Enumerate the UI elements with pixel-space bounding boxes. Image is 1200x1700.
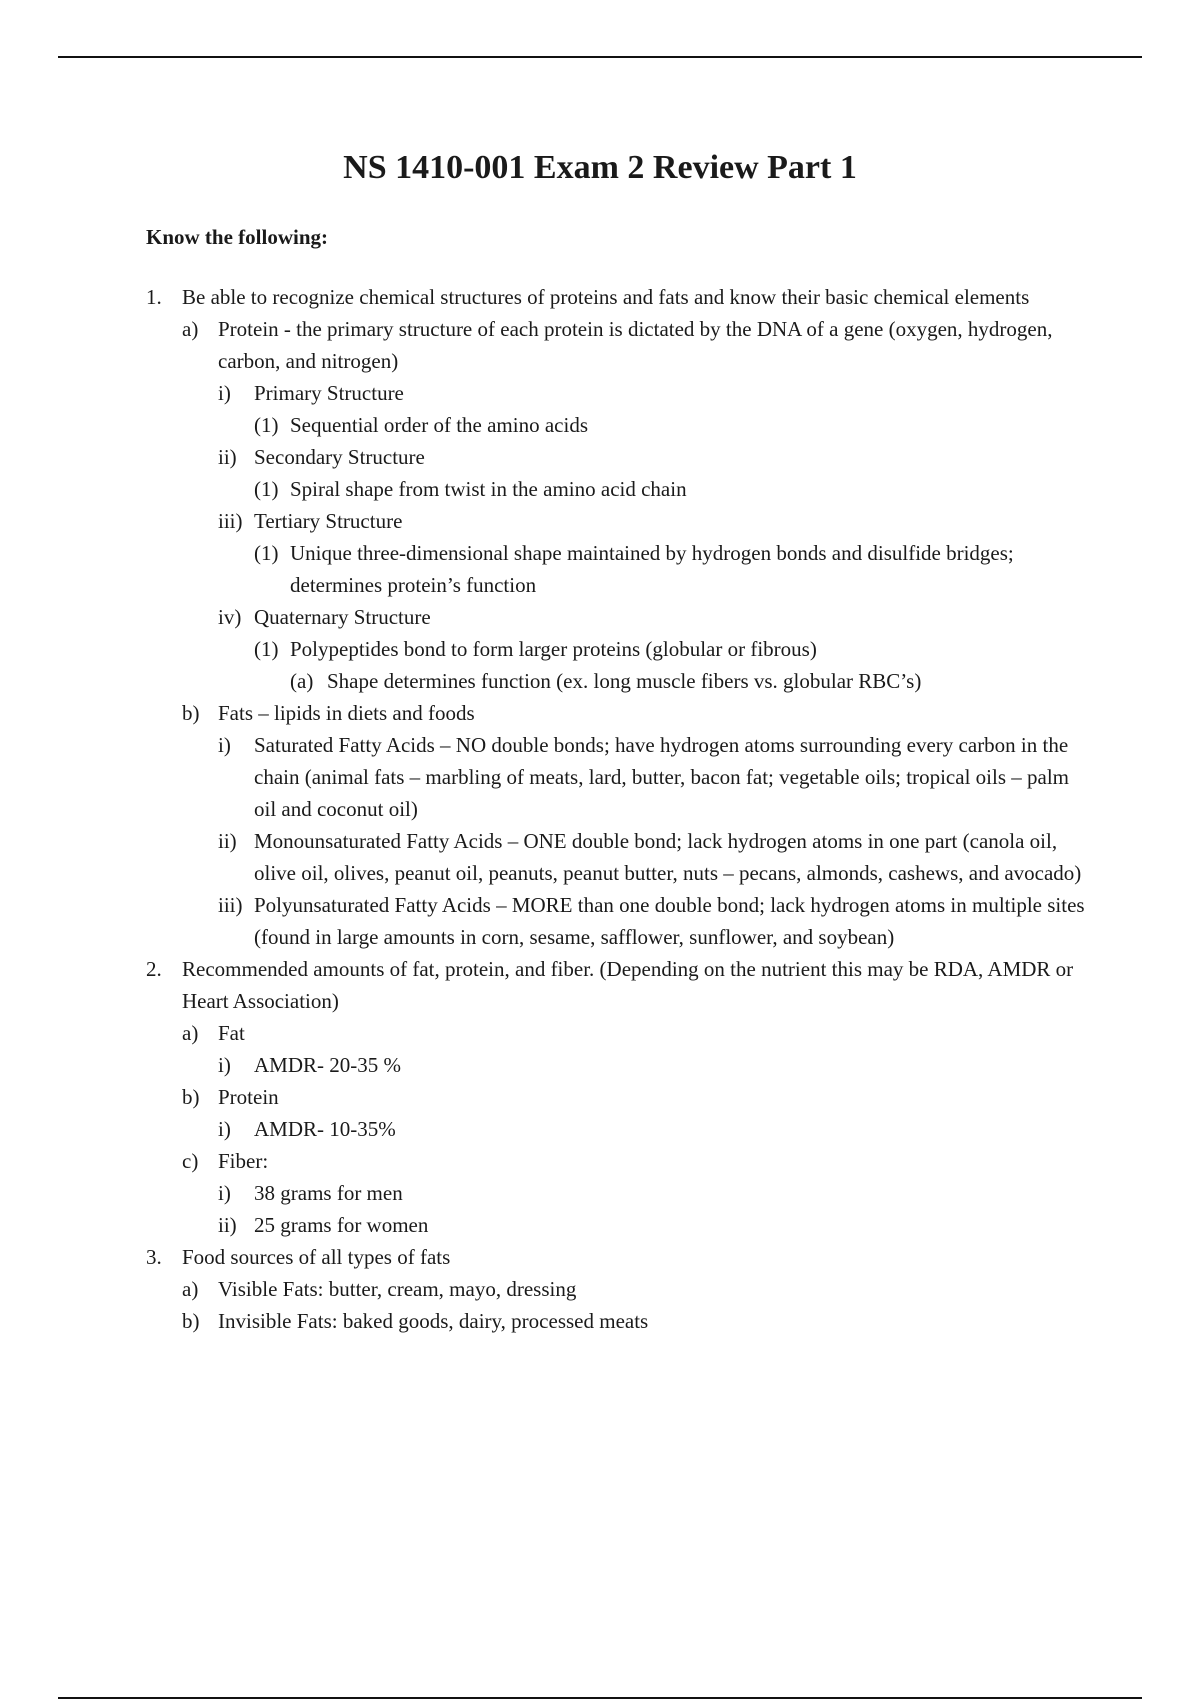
outline-item-level-5	[0, 665, 1200, 697]
outline-text: Visible Fats: butter, cream, mayo, dressing	[218, 1277, 577, 1301]
outline-item-level-2	[0, 1273, 1200, 1305]
outline-text: Fats – lipids in diets and foods	[218, 701, 475, 725]
outline-text: Primary Structure	[254, 381, 404, 405]
page-title: NS 1410-001 Exam 2 Review Part 1	[343, 149, 857, 186]
outline-item-level-2	[0, 1145, 1200, 1177]
outline-text: Sequential order of the amino acids	[290, 413, 588, 437]
outline-item-level-2	[0, 313, 1200, 377]
review-outline	[0, 281, 1200, 1337]
outline-item-level-3	[0, 729, 1200, 825]
outline-marker: b)	[182, 701, 200, 725]
outline-item-level-2	[0, 1017, 1200, 1049]
outline-item-level-2	[0, 1305, 1200, 1337]
outline-text: Be able to recognize chemical structures of proteins and fats and know their basic chemical elements	[182, 285, 1030, 309]
outline-item-level-1	[0, 1241, 1200, 1273]
outline-marker: i)	[218, 733, 231, 757]
outline-text: Fiber:	[218, 1149, 269, 1173]
outline-marker: iii)	[218, 893, 243, 917]
outline-marker: (1)	[254, 637, 279, 661]
bottom-rule	[58, 1697, 1142, 1699]
outline-item-level-3	[0, 505, 1200, 537]
outline-marker: ii)	[218, 829, 237, 853]
intro-heading: Know the following:	[146, 225, 329, 249]
outline-item-level-3	[0, 1209, 1200, 1241]
outline-item-level-3	[0, 1177, 1200, 1209]
outline-marker: iii)	[218, 509, 243, 533]
outline-text: Polyunsaturated Fatty Acids – MORE than one double bond; lack hydrogen atoms in multiple sites (found in large amounts in corn, sesame, safflower, sunflower, and soybean)	[254, 893, 1085, 949]
outline-item-level-3	[0, 825, 1200, 889]
outline-marker: i)	[218, 381, 231, 405]
outline-item-level-4	[0, 409, 1200, 441]
outline-text: Saturated Fatty Acids – NO double bonds; have hydrogen atoms surrounding every carbon in the chain (animal fats – marbling of meats, lard, butter, bacon fat; vegetable oils; tropical oils – palm oil and coconut oil)	[254, 733, 1069, 821]
outline-marker: 3.	[146, 1245, 162, 1269]
outline-item-level-4	[0, 633, 1200, 665]
outline-text: Invisible Fats: baked goods, dairy, processed meats	[218, 1309, 649, 1333]
outline-text: AMDR- 20-35 %	[254, 1053, 401, 1077]
outline-text: Quaternary Structure	[254, 605, 431, 629]
outline-marker: i)	[218, 1117, 231, 1141]
outline-marker: 2.	[146, 957, 162, 981]
outline-item-level-2	[0, 697, 1200, 729]
outline-marker: c)	[182, 1149, 199, 1173]
outline-text: Polypeptides bond to form larger proteins (globular or fibrous)	[290, 637, 817, 661]
outline-text: Secondary Structure	[254, 445, 425, 469]
outline-item-level-1	[0, 281, 1200, 313]
outline-item-level-3	[0, 1049, 1200, 1081]
outline-text: Tertiary Structure	[254, 509, 403, 533]
outline-text: Food sources of all types of fats	[182, 1245, 451, 1269]
outline-text: Recommended amounts of fat, protein, and fiber. (Depending on the nutrient this may be RDA, AMDR or Heart Association)	[182, 957, 1074, 1013]
outline-item-level-3	[0, 889, 1200, 953]
outline-text: Protein	[218, 1085, 279, 1109]
outline-text: Monounsaturated Fatty Acids – ONE double bond; lack hydrogen atoms in one part (canola oil, olive oil, olives, peanut oil, peanuts, peanut butter, nuts – pecans, almonds, cashews, and avocado)	[254, 829, 1082, 885]
outline-text: Unique three-dimensional shape maintained by hydrogen bonds and disulfide bridges; determines protein’s function	[290, 541, 1014, 597]
outline-text: Spiral shape from twist in the amino acid chain	[290, 477, 687, 501]
outline-item-level-4	[0, 537, 1200, 601]
outline-marker: (1)	[254, 477, 279, 501]
outline-marker: (1)	[254, 541, 279, 565]
outline-marker: b)	[182, 1085, 200, 1109]
outline-marker: ii)	[218, 445, 237, 469]
outline-marker: 1.	[146, 285, 162, 309]
outline-marker: (1)	[254, 413, 279, 437]
outline-item-level-4	[0, 473, 1200, 505]
outline-marker: ii)	[218, 1213, 237, 1237]
outline-marker: b)	[182, 1309, 200, 1333]
outline-text: Protein - the primary structure of each protein is dictated by the DNA of a gene (oxygen, hydrogen, carbon, and nitrogen)	[218, 317, 1053, 373]
outline-marker: a)	[182, 1277, 199, 1301]
outline-marker: a)	[182, 1021, 199, 1045]
outline-marker: i)	[218, 1053, 231, 1077]
outline-marker: i)	[218, 1181, 231, 1205]
outline-item-level-3	[0, 1113, 1200, 1145]
outline-text: 38 grams for men	[254, 1181, 403, 1205]
top-rule	[58, 56, 1142, 58]
outline-text: 25 grams for women	[254, 1213, 429, 1237]
outline-marker: iv)	[218, 605, 242, 629]
outline-text: AMDR- 10-35%	[254, 1117, 396, 1141]
outline-item-level-1	[0, 953, 1200, 1017]
outline-item-level-3	[0, 601, 1200, 633]
outline-item-level-2	[0, 1081, 1200, 1113]
outline-text: Shape determines function (ex. long muscle fibers vs. globular RBC’s)	[327, 669, 922, 693]
outline-marker: a)	[182, 317, 199, 341]
outline-item-level-3	[0, 377, 1200, 409]
outline-item-level-3	[0, 441, 1200, 473]
outline-marker: (a)	[290, 669, 314, 693]
outline-text: Fat	[218, 1021, 245, 1045]
